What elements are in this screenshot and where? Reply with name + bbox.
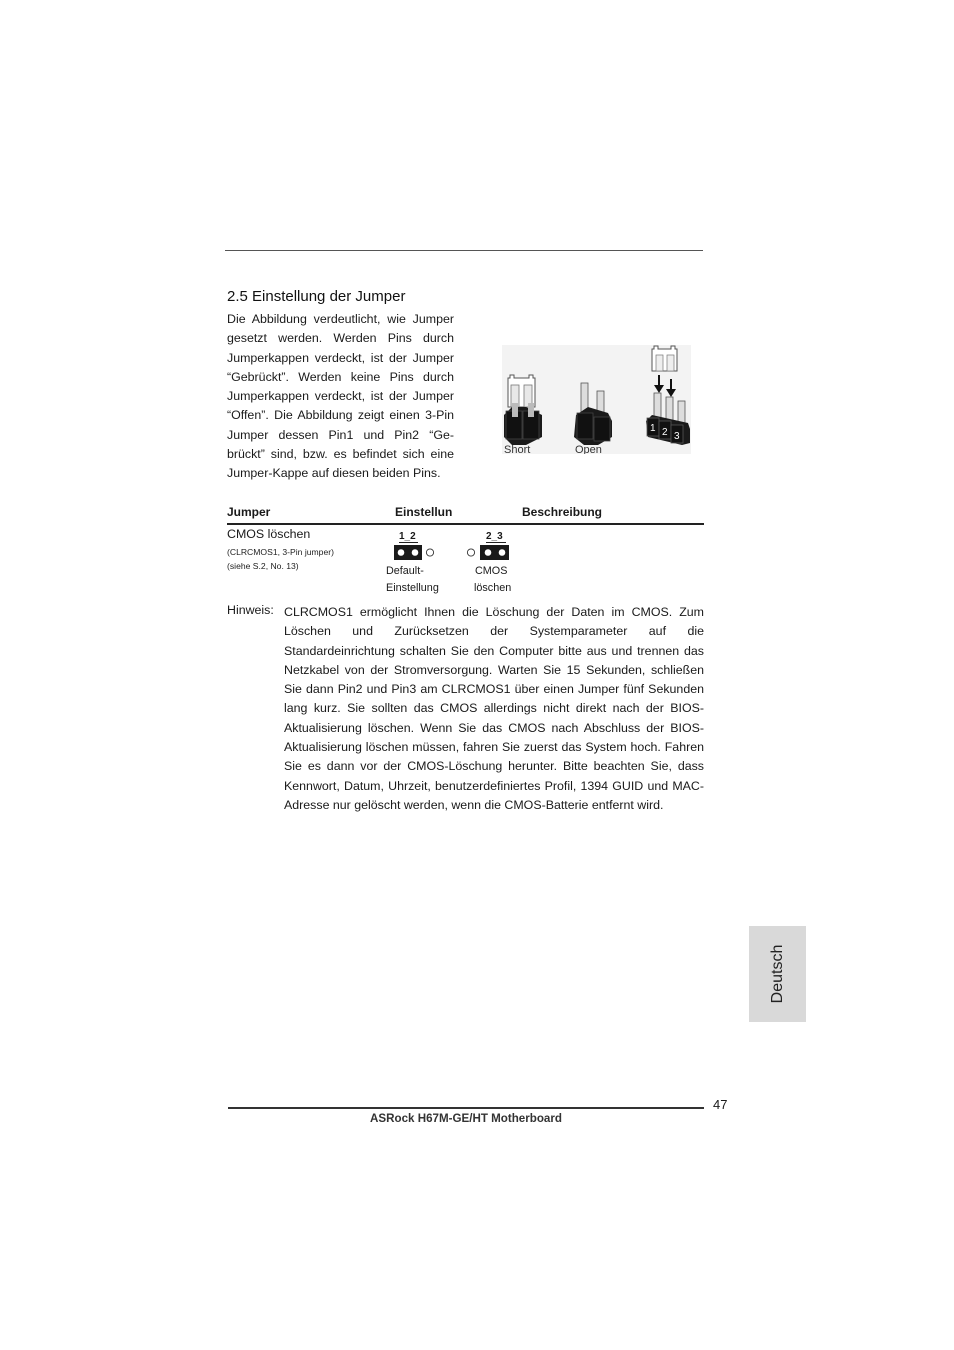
short-label: Short [504,444,531,454]
intro-text: Die Abbildung verdeutlicht, wie Jumper gesetzt werden. Werden Pins durch Jumperkappen verdeckt, ist der Jumper “Gebrückt”. Werden keine Pins durch Jumperkappen verdeckt, ist der Jumper “Offen”. Die Abbildung zeigt einen 3-Pin Jumper dessen Pin1 und Pin2 “Ge-brückt” sind, bzw. es befindet sich eine Jumper-Kappe auf diesen beiden Pins. [227,312,454,481]
header-description: Beschreibung [522,505,603,519]
footer-title: ASRock H67M-GE/HT Motherboard [370,1112,562,1125]
jumper-subtitle-2: (siehe S.2, No. 13) [227,561,299,571]
setting-b-pins [464,544,510,567]
intro-paragraph [227,310,454,484]
header-jumper: Jumper [227,505,271,519]
pin-number-1: 1 [650,423,656,434]
note-label: Hinweis: [227,603,274,617]
jumper-name: CMOS löschen [227,527,311,541]
open-jumper [574,383,612,445]
pin-number-2: 2 [662,427,668,438]
top-divider [225,250,703,251]
setting-a-bracket [399,542,418,543]
jumper-table-header [227,505,704,525]
jumper-illustration-svg [502,345,691,454]
pin-number-3: 3 [674,431,680,442]
setting-b-caption-2: löschen [474,582,512,594]
setting-a-pins [394,544,438,567]
setting-a-pins-svg [394,544,438,562]
short-jumper [504,375,542,445]
note-text: CLRCMOS1 ermöglicht Ihnen die Löschung der Daten im CMOS. Zum Löschen und Zurücksetzen der Systemparameter auf die Standardeinrichtung schalten Sie den Computer bitte aus und trennen das Netzkabel von der Stromversorgung. Warten Sie 15 Sekunden, schließen Sie dann Pin2 und Pin3 am CLRCMOS1 über einen Jumper fünf Sekunden lang kurz. Sie sollten das CMOS allerdings nicht direkt nach der BIOS-Aktualisierung löschen. Wenn Sie das CMOS nach Abschluss der BIOS-Aktualisierung löschen müssen, fahren Sie zuerst das System hoch. Fahren Sie es dann vor der CMOS-Löschung herunter. Bitte beachten Sie, dass Kennwort, Datum, Uhrzeit, benutzerdefiniertes Profil, 1394 GUID und MAC-Adresse nur gelöscht werden, wenn die CMOS-Batterie entfernt wird. [284,605,704,812]
setting-a-caption-2: Einstellung [386,582,439,594]
jumper-subtitle-1: (CLRCMOS1, 3-Pin jumper) [227,547,334,557]
language-side-tab [749,926,806,1022]
footer-divider [228,1107,704,1109]
setting-a-label: 1_2 [399,531,416,542]
header-setting: Einstellun [395,505,453,519]
setting-a-caption-1: Default- [386,565,424,577]
setting-b-caption-1: CMOS [475,565,508,577]
side-tab-label: Deutsch [768,944,786,1004]
section-title: 2.5 Einstellung der Jumper [227,288,406,305]
jumper-illustration [502,345,691,454]
setting-b-label: 2_3 [486,531,503,542]
setting-b-bracket [486,542,506,543]
note-body [284,603,704,815]
setting-b-pins-svg [464,544,510,562]
page-number: 47 [713,1097,728,1112]
open-label: Open [575,444,602,454]
